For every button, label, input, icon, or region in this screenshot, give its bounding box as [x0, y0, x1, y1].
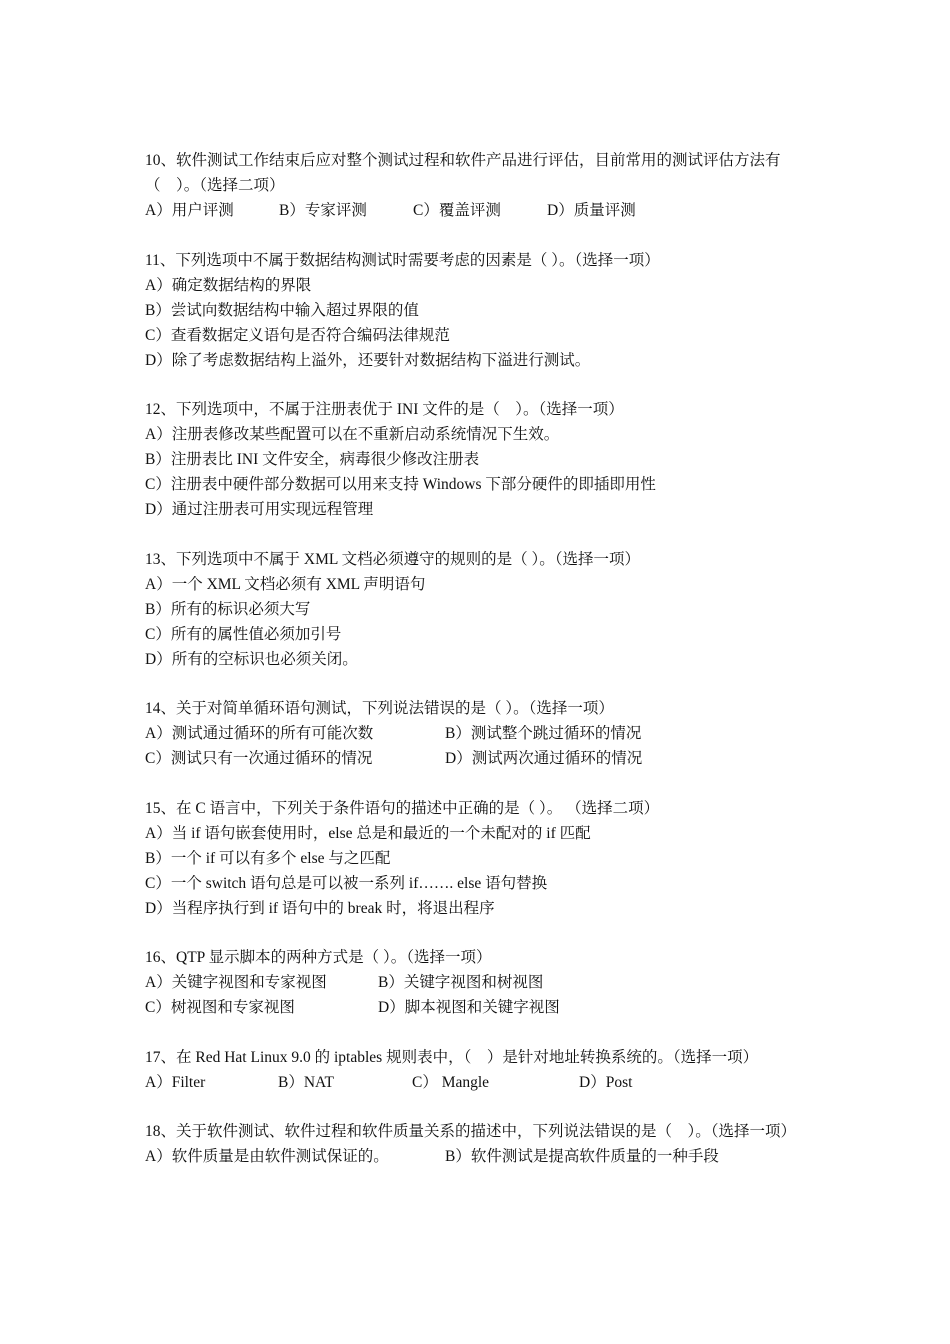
question-15 — [145, 796, 810, 921]
question-14 — [145, 696, 810, 771]
question-stem: 15、在 C 语言中，下列关于条件语句的描述中正确的是（ ）。 （选择二项） — [145, 799, 660, 817]
question-stem: 18、关于软件测试、软件过程和软件质量关系的描述中，下列说法错误的是（ ）。（选择一项） — [145, 1123, 797, 1140]
option-d: D）所有的空标识也必须关闭。 — [145, 650, 358, 668]
option-a: A）关键字视图和专家视图 — [145, 974, 327, 991]
option-row — [145, 970, 810, 995]
option-a: A）确定数据结构的界限 — [145, 276, 312, 294]
question-stem: 17、在 Red Hat Linux 9.0 的 iptables 规则表中，（ ）是针对地址转换系统的。（选择一项） — [145, 1048, 759, 1066]
option-row — [145, 1144, 810, 1169]
question-11 — [145, 248, 810, 373]
option-a: A）测试通过循环的所有可能次数 — [145, 725, 374, 742]
question-stem: 13、下列选项中不属于 XML 文档必须遵守的规则的是（ ）。（选择一项） — [145, 550, 640, 568]
option-row — [145, 995, 810, 1020]
option-d: D）通过注册表可用实现远程管理 — [145, 501, 374, 518]
question-stem: 10、软件测试工作结束后应对整个测试过程和软件产品进行评估，目前常用的测试评估方法有（ ）。（选择二项） — [145, 152, 781, 194]
question-stem: 12、下列选项中，不属于注册表优于 INI 文件的是（ ）。（选择一项） — [145, 401, 624, 418]
option-a: A）用户评测 — [145, 202, 234, 219]
option-a: A）当 if 语句嵌套使用时，else 总是和最近的一个未配对的 if 匹配 — [145, 824, 591, 842]
option-c: C）查看数据定义语句是否符合编码法律规范 — [145, 326, 450, 344]
option-b: B）一个 if 可以有多个 else 与之匹配 — [145, 849, 391, 867]
option-c: C）树视图和专家视图 — [145, 999, 295, 1016]
question-18 — [145, 1119, 810, 1169]
option-d: D）当程序执行到 if 语句中的 break 时，将退出程序 — [145, 899, 495, 917]
question-10 — [145, 148, 810, 223]
document-page — [145, 148, 810, 1194]
option-d: D）质量评测 — [547, 202, 636, 219]
option-a: A）Filter — [145, 1073, 206, 1091]
option-c: C）覆盖评测 — [413, 202, 501, 219]
option-c: C）所有的属性值必须加引号 — [145, 625, 342, 643]
question-12 — [145, 397, 810, 522]
option-b: B）所有的标识必须大写 — [145, 600, 311, 618]
option-c: C）注册表中硬件部分数据可以用来支持 Windows 下部分硬件的即插即用性 — [145, 476, 656, 493]
question-16 — [145, 945, 810, 1020]
option-row — [145, 746, 810, 771]
option-row — [145, 1070, 810, 1095]
option-a: A）一个 XML 文档必须有 XML 声明语句 — [145, 575, 426, 593]
option-c: C）一个 switch 语句总是可以被一系列 if……. else 语句替换 — [145, 874, 548, 892]
question-stem: 14、关于对简单循环语句测试，下列说法错误的是（ ）。（选择一项） — [145, 700, 614, 717]
question-17 — [145, 1045, 810, 1095]
question-13 — [145, 547, 810, 672]
option-row — [145, 721, 810, 746]
option-b: B）软件测试是提高软件质量的一种手段 — [445, 1148, 719, 1165]
option-d: D）除了考虑数据结构上溢外，还要针对数据结构下溢进行测试。 — [145, 351, 591, 369]
option-b: B）测试整个跳过循环的情况 — [445, 725, 642, 742]
option-b: B）注册表比 INI 文件安全，病毒很少修改注册表 — [145, 451, 480, 468]
option-d: D）Post — [579, 1073, 633, 1091]
option-d: D）脚本视图和关键字视图 — [378, 999, 560, 1016]
option-d: D）测试两次通过循环的情况 — [445, 750, 643, 767]
option-c: C） Mangle — [412, 1073, 490, 1091]
option-c: C）测试只有一次通过循环的情况 — [145, 750, 373, 767]
question-stem: 16、QTP 显示脚本的两种方式是（ ）。（选择一项） — [145, 949, 492, 966]
option-b: B）关键字视图和树视图 — [378, 974, 544, 991]
option-a: A）软件质量是由软件测试保证的。 — [145, 1148, 389, 1165]
option-b: B）尝试向数据结构中输入超过界限的值 — [145, 301, 419, 319]
option-a: A）注册表修改某些配置可以在不重新启动系统情况下生效。 — [145, 426, 560, 443]
question-stem: 11、下列选项中不属于数据结构测试时需要考虑的因素是（ ）。（选择一项） — [145, 251, 660, 269]
option-row — [145, 198, 810, 223]
option-b: B）NAT — [278, 1073, 334, 1091]
option-b: B）专家评测 — [279, 202, 367, 219]
